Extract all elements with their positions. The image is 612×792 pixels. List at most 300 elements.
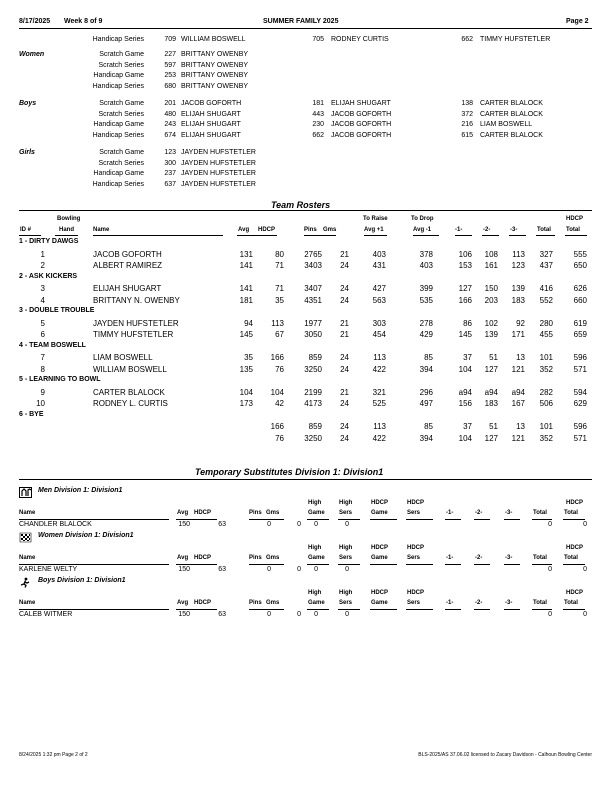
roster-gms: 24 <box>340 364 349 374</box>
roster-raise: 403 <box>372 249 386 259</box>
roster-name: ALBERT RAMIREZ <box>93 261 163 270</box>
award-group-label: Women <box>19 51 45 58</box>
roster-raise: 303 <box>372 318 386 328</box>
sub-value: 150 <box>178 611 190 618</box>
sub-value: 0 <box>548 566 552 573</box>
roster-drop: 85 <box>424 353 433 362</box>
rule <box>176 609 217 610</box>
col-g1: -1- <box>446 510 454 516</box>
roster-raise: 454 <box>372 330 386 339</box>
roster-g2: 108 <box>484 249 498 259</box>
roster-raise: 113 <box>373 422 386 431</box>
award-score: 709 <box>164 36 176 43</box>
sub-name: CHANDLER BLALOCK <box>19 521 92 528</box>
award-bowler: WILLIAM BOSWELL <box>181 36 246 43</box>
roster-avg: 104 <box>239 387 253 397</box>
col-high: High <box>339 500 353 506</box>
award-bowler: JAYDEN HUFSTETLER <box>181 170 256 178</box>
roster-g2: a94 <box>484 387 498 397</box>
roster-g1: 37 <box>463 422 472 431</box>
roster-pins: 859 <box>308 353 322 362</box>
rule <box>482 235 499 236</box>
award-score: 237 <box>164 170 176 178</box>
rule <box>249 564 284 565</box>
page-number: Page 2 <box>566 18 589 25</box>
sub-value: 0 <box>548 521 552 528</box>
col-avg: Avg <box>177 510 189 516</box>
award-score: 300 <box>164 159 176 167</box>
rule <box>474 519 490 520</box>
roster-avg: 141 <box>239 284 253 293</box>
col-pins: Pins <box>304 227 317 233</box>
rule <box>307 564 329 565</box>
roster-g1: 106 <box>458 249 472 259</box>
col-avg: Avg <box>238 227 250 233</box>
col-g2: -2- <box>475 600 483 606</box>
col-hdcp-top: HDCP <box>566 545 584 551</box>
award-category: Scratch Game <box>99 149 144 156</box>
roster-avg: 94 <box>244 318 253 328</box>
col-pins: Pins <box>249 600 262 606</box>
roster-pins: 2765 <box>304 249 322 259</box>
roster-pins: 4173 <box>304 399 322 408</box>
rule <box>237 235 277 236</box>
roster-g3: 183 <box>511 295 525 305</box>
roster-g2: 203 <box>484 295 498 305</box>
sub-name: CALEB WITMER <box>19 611 73 618</box>
roster-avg: 135 <box>239 364 253 374</box>
rule <box>19 564 169 565</box>
award-bowler: CARTER BLALOCK <box>480 110 543 118</box>
award-score: 253 <box>164 72 176 80</box>
roster-raise: 113 <box>373 353 386 362</box>
col-total: Total <box>533 600 547 606</box>
col-total: Total <box>537 227 551 233</box>
col-g2: -2- <box>475 555 483 561</box>
subs-section-label: Men Division 1: Division1 <box>38 487 123 494</box>
rule <box>338 564 360 565</box>
rule <box>19 609 169 610</box>
rule <box>176 564 217 565</box>
col-hdcp-total: Total <box>566 227 580 233</box>
roster-g2: 51 <box>489 422 498 431</box>
award-bowler: JACOB GOFORTH <box>331 121 392 129</box>
rule <box>565 235 587 236</box>
col-sers: Sers <box>407 510 421 516</box>
rule <box>370 564 397 565</box>
roster-gms: 24 <box>340 433 349 443</box>
roster-g3: 13 <box>516 422 525 431</box>
roster-id: 6 <box>40 330 45 339</box>
footer-right: BLS-2025/AS 37.06.02 licensed to Zacary Davidson - Calhoun Bowling Center <box>418 752 592 758</box>
roster-name: JAYDEN HUFSTETLER <box>93 318 179 328</box>
roster-hdcp: 104 <box>270 387 284 397</box>
roster-g2: 127 <box>484 433 498 443</box>
award-score: 705 <box>312 36 324 43</box>
award-bowler: JAYDEN HUFSTETLER <box>181 159 256 167</box>
roster-g3: 167 <box>511 399 525 408</box>
report-title: SUMMER FAMILY 2025 <box>263 18 339 25</box>
roster-htotal: 650 <box>573 261 587 270</box>
roster-pins: 3050 <box>304 330 322 339</box>
roster-raise: 427 <box>372 284 386 293</box>
rule <box>504 564 520 565</box>
rule <box>563 609 585 610</box>
col-hdcp-top: HDCP <box>566 500 584 506</box>
rule <box>176 519 217 520</box>
sub-value: 0 <box>345 566 349 573</box>
award-category: Scratch Series <box>98 110 144 118</box>
col-hdcp-top: HDCP <box>566 590 584 596</box>
roster-avg: 35 <box>244 353 253 362</box>
award-bowler: JACOB GOFORTH <box>181 100 242 107</box>
roster-hdcp: 76 <box>275 364 284 374</box>
rule <box>504 519 520 520</box>
rule <box>55 235 78 236</box>
roster-raise: 563 <box>372 295 386 305</box>
boys-icon <box>19 575 32 586</box>
award-bowler: ELIJAH SHUGART <box>181 121 241 129</box>
award-score: 230 <box>312 121 324 129</box>
col-hdcp: HDCP <box>407 590 425 596</box>
roster-avg: 131 <box>239 249 253 259</box>
roster-total: 282 <box>539 387 553 397</box>
col-avg-minus: Avg -1 <box>413 227 432 233</box>
col-hdcp: HDCP <box>407 545 425 551</box>
rule <box>406 564 433 565</box>
roster-hdcp: 80 <box>275 249 284 259</box>
roster-pins: 3407 <box>304 284 322 293</box>
roster-g1: 127 <box>458 284 472 293</box>
roster-raise: 525 <box>372 399 386 408</box>
roster-total: 101 <box>539 353 553 362</box>
col-hdcp: HDCP <box>371 500 389 506</box>
sub-value: 0 <box>297 566 301 573</box>
sub-value: 150 <box>178 566 190 573</box>
rule <box>406 519 433 520</box>
roster-g1: 86 <box>463 318 472 328</box>
award-bowler: BRITTANY OWENBY <box>181 72 249 80</box>
roster-avg: 141 <box>239 261 253 270</box>
roster-g1: 166 <box>458 295 472 305</box>
roster-drop: 497 <box>419 399 433 408</box>
rule <box>445 564 461 565</box>
roster-gms: 21 <box>340 318 349 328</box>
roster-htotal: 571 <box>573 433 587 443</box>
roster-g1: a94 <box>458 387 472 397</box>
award-group-label: Boys <box>19 100 37 107</box>
col-sers: Sers <box>339 600 353 606</box>
roster-name: BRITTANY N. OWENBY <box>93 295 180 305</box>
sub-value: 0 <box>345 611 349 618</box>
rule <box>19 519 169 520</box>
col-name: Name <box>19 510 36 516</box>
award-category: Handicap Series <box>92 132 144 140</box>
award-bowler: BRITTANY OWENBY <box>181 83 249 91</box>
col-gms: Gms <box>266 600 280 606</box>
roster-gms: 21 <box>340 249 349 259</box>
roster-name: WILLIAM BOSWELL <box>93 364 167 374</box>
award-bowler: BRITTANY OWENBY <box>181 51 249 58</box>
roster-htotal: 555 <box>573 249 587 259</box>
roster-name: TIMMY HUFSTETLER <box>93 330 174 339</box>
col-hdcp: HDCP <box>194 600 212 606</box>
roster-id: 2 <box>40 261 45 270</box>
sub-value: 0 <box>267 521 271 528</box>
sub-value: 0 <box>267 611 271 618</box>
award-category: Scratch Game <box>99 100 144 107</box>
header-divider <box>19 28 592 29</box>
roster-g2: 150 <box>484 284 498 293</box>
roster-drop: 535 <box>419 295 433 305</box>
col-hdcp: HDCP <box>407 500 425 506</box>
rule <box>304 235 336 236</box>
roster-g3: 92 <box>516 318 525 328</box>
sub-name: KARLENE WELTY <box>19 566 78 573</box>
roster-total: 455 <box>539 330 553 339</box>
roster-avg: 173 <box>239 399 253 408</box>
roster-g1: 37 <box>463 353 472 362</box>
roster-id: 7 <box>40 353 45 362</box>
roster-pins: 4351 <box>304 295 322 305</box>
col-id: ID # <box>20 227 32 233</box>
roster-total: 280 <box>539 318 553 328</box>
roster-gms: 24 <box>340 295 349 305</box>
rule <box>370 609 397 610</box>
roster-g3: 121 <box>511 364 525 374</box>
roster-total: 352 <box>539 433 553 443</box>
roster-gms: 24 <box>340 284 349 293</box>
award-category: Scratch Game <box>99 51 144 58</box>
subs-title: Temporary Substitutes Division 1: Division1 <box>195 467 384 477</box>
col-gms: Gms <box>266 510 280 516</box>
rule <box>474 609 490 610</box>
col-sers: Sers <box>339 555 353 561</box>
col-bowling: Bowling <box>57 216 81 222</box>
roster-total: 437 <box>539 261 553 270</box>
sub-value: 0 <box>314 611 318 618</box>
rosters-title: Team Rosters <box>271 200 331 210</box>
col-hdcp-total: Total <box>564 510 578 516</box>
rule <box>19 479 592 480</box>
roster-htotal: 596 <box>573 422 587 431</box>
col-hand: Hand <box>59 227 74 233</box>
rule <box>406 609 433 610</box>
award-score: 216 <box>461 121 473 129</box>
team-name: 1 - DIRTY DAWGS <box>19 238 79 245</box>
award-category: Handicap Series <box>92 83 144 91</box>
col-sers: Sers <box>407 600 421 606</box>
col-game: Game <box>371 555 388 561</box>
roster-avg: 181 <box>239 295 253 305</box>
roster-id: 9 <box>40 387 45 397</box>
roster-hdcp: 71 <box>275 261 284 270</box>
roster-total: 506 <box>539 399 553 408</box>
roster-raise: 422 <box>372 364 386 374</box>
award-score: 615 <box>461 132 473 140</box>
sub-value: 0 <box>314 521 318 528</box>
roster-id: 1 <box>40 249 45 259</box>
sub-value: 0 <box>297 611 301 618</box>
col-game: Game <box>308 555 325 561</box>
roster-htotal: 659 <box>573 330 587 339</box>
award-bowler: ELIJAH SHUGART <box>331 100 391 107</box>
roster-id: 5 <box>40 318 45 328</box>
sub-value: 0 <box>548 611 552 618</box>
roster-htotal: 571 <box>573 364 587 374</box>
roster-total: 101 <box>539 422 553 431</box>
rule <box>93 235 223 236</box>
col-hdcp: HDCP <box>371 545 389 551</box>
award-score: 680 <box>164 83 176 91</box>
roster-htotal: 619 <box>573 318 587 328</box>
col-hdcp: HDCP <box>258 227 276 233</box>
award-score: 662 <box>461 36 473 43</box>
rule <box>19 235 41 236</box>
award-category: Scratch Series <box>98 61 144 69</box>
col-g2: -2- <box>483 227 491 233</box>
roster-htotal: 626 <box>573 284 587 293</box>
rule <box>455 235 472 236</box>
roster-g2: 139 <box>484 330 498 339</box>
rule <box>536 235 555 236</box>
award-group-label: Girls <box>19 149 35 156</box>
roster-g3: 139 <box>511 284 525 293</box>
roster-g2: 102 <box>484 318 498 328</box>
roster-total: 416 <box>539 284 553 293</box>
rule <box>532 564 552 565</box>
roster-g2: 51 <box>489 353 498 362</box>
roster-name: ELIJAH SHUGART <box>93 284 162 293</box>
award-bowler: JAYDEN HUFSTETLER <box>181 181 256 189</box>
roster-g3: 171 <box>511 330 525 339</box>
roster-drop: 378 <box>419 249 433 259</box>
footer-left: 8/24/2025 1:32 pm Page 2 of 2 <box>19 752 88 758</box>
col-high: High <box>339 545 353 551</box>
rule <box>307 609 329 610</box>
award-score: 674 <box>164 132 176 140</box>
roster-drop: 403 <box>419 261 433 270</box>
col-game: Game <box>371 600 388 606</box>
roster-hdcp: 166 <box>270 353 284 362</box>
col-pins: Pins <box>249 510 262 516</box>
col-sers: Sers <box>407 555 421 561</box>
roster-drop: 429 <box>419 330 433 339</box>
award-score: 181 <box>312 100 324 107</box>
roster-hdcp: 71 <box>275 284 284 293</box>
rule <box>364 235 387 236</box>
award-score: 443 <box>312 110 324 118</box>
col-hdcp: HDCP <box>194 555 212 561</box>
roster-drop: 278 <box>419 318 433 328</box>
col-g3: -3- <box>510 227 518 233</box>
col-high: High <box>308 590 322 596</box>
roster-hdcp: 166 <box>270 422 284 431</box>
award-score: 243 <box>164 121 176 129</box>
roster-gms: 24 <box>340 422 349 431</box>
sub-value: 63 <box>218 611 226 618</box>
col-gms: Gms <box>323 227 337 233</box>
roster-drop: 399 <box>419 284 433 293</box>
rule <box>532 519 552 520</box>
roster-g2: 127 <box>484 364 498 374</box>
award-score: 227 <box>164 51 176 58</box>
roster-drop: 85 <box>424 422 433 431</box>
roster-g1: 104 <box>458 364 472 374</box>
roster-name: RODNEY L. CURTIS <box>93 399 168 408</box>
col-g1: -1- <box>455 227 463 233</box>
sub-value: 0 <box>314 566 318 573</box>
roster-g2: 161 <box>484 261 498 270</box>
award-score: 480 <box>164 110 176 118</box>
sub-value: 0 <box>345 521 349 528</box>
team-name: 4 - TEAM BOSWELL <box>19 341 86 349</box>
roster-raise: 431 <box>372 261 386 270</box>
roster-g1: 104 <box>458 433 472 443</box>
report-date: 8/17/2025 <box>19 18 51 25</box>
roster-pins: 3250 <box>304 364 322 374</box>
rule <box>563 519 585 520</box>
award-score: 201 <box>164 100 176 107</box>
col-sers: Sers <box>339 510 353 516</box>
rule <box>307 519 329 520</box>
rule <box>338 609 360 610</box>
roster-total: 327 <box>539 249 553 259</box>
col-pins: Pins <box>249 555 262 561</box>
rule <box>413 235 439 236</box>
col-gms: Gms <box>266 555 280 561</box>
roster-drop: 394 <box>419 364 433 374</box>
sub-value: 63 <box>218 566 226 573</box>
report-week: Week 8 of 9 <box>64 18 103 25</box>
award-score: 597 <box>164 61 176 69</box>
award-bowler: JACOB GOFORTH <box>331 110 392 118</box>
award-category: Handicap Series <box>92 181 144 189</box>
roster-id: 8 <box>40 364 45 374</box>
roster-drop: 296 <box>419 387 433 397</box>
rule <box>338 519 360 520</box>
col-g1: -1- <box>446 555 454 561</box>
col-total: Total <box>533 510 547 516</box>
roster-name: JACOB GOFORTH <box>93 249 162 259</box>
award-bowler: JAYDEN HUFSTETLER <box>181 149 256 156</box>
roster-pins: 3250 <box>304 433 322 443</box>
roster-total: 552 <box>539 295 553 305</box>
sub-value: 0 <box>297 521 301 528</box>
col-high: High <box>308 500 322 506</box>
roster-id: 4 <box>40 295 45 305</box>
team-name: 2 - ASK KICKERS <box>19 272 78 280</box>
col-g2: -2- <box>475 510 483 516</box>
rule <box>509 235 526 236</box>
award-bowler: ELIJAH SHUGART <box>181 132 241 140</box>
rule <box>19 210 592 211</box>
rule <box>445 519 461 520</box>
col-avg-plus: Avg +1 <box>364 227 384 233</box>
roster-g1: 145 <box>458 330 472 339</box>
roster-htotal: 629 <box>573 399 587 408</box>
roster-htotal: 594 <box>573 387 587 397</box>
roster-id: 3 <box>40 284 45 293</box>
subs-section-label: Women Division 1: Division1 <box>38 532 134 539</box>
col-high: High <box>339 590 353 596</box>
rule <box>249 519 284 520</box>
col-hdcp-top: HDCP <box>566 216 584 222</box>
col-hdcp-total: Total <box>564 555 578 561</box>
roster-name: CARTER BLALOCK <box>93 387 165 397</box>
award-score: 138 <box>461 100 473 107</box>
award-bowler: CARTER BLALOCK <box>480 132 543 140</box>
